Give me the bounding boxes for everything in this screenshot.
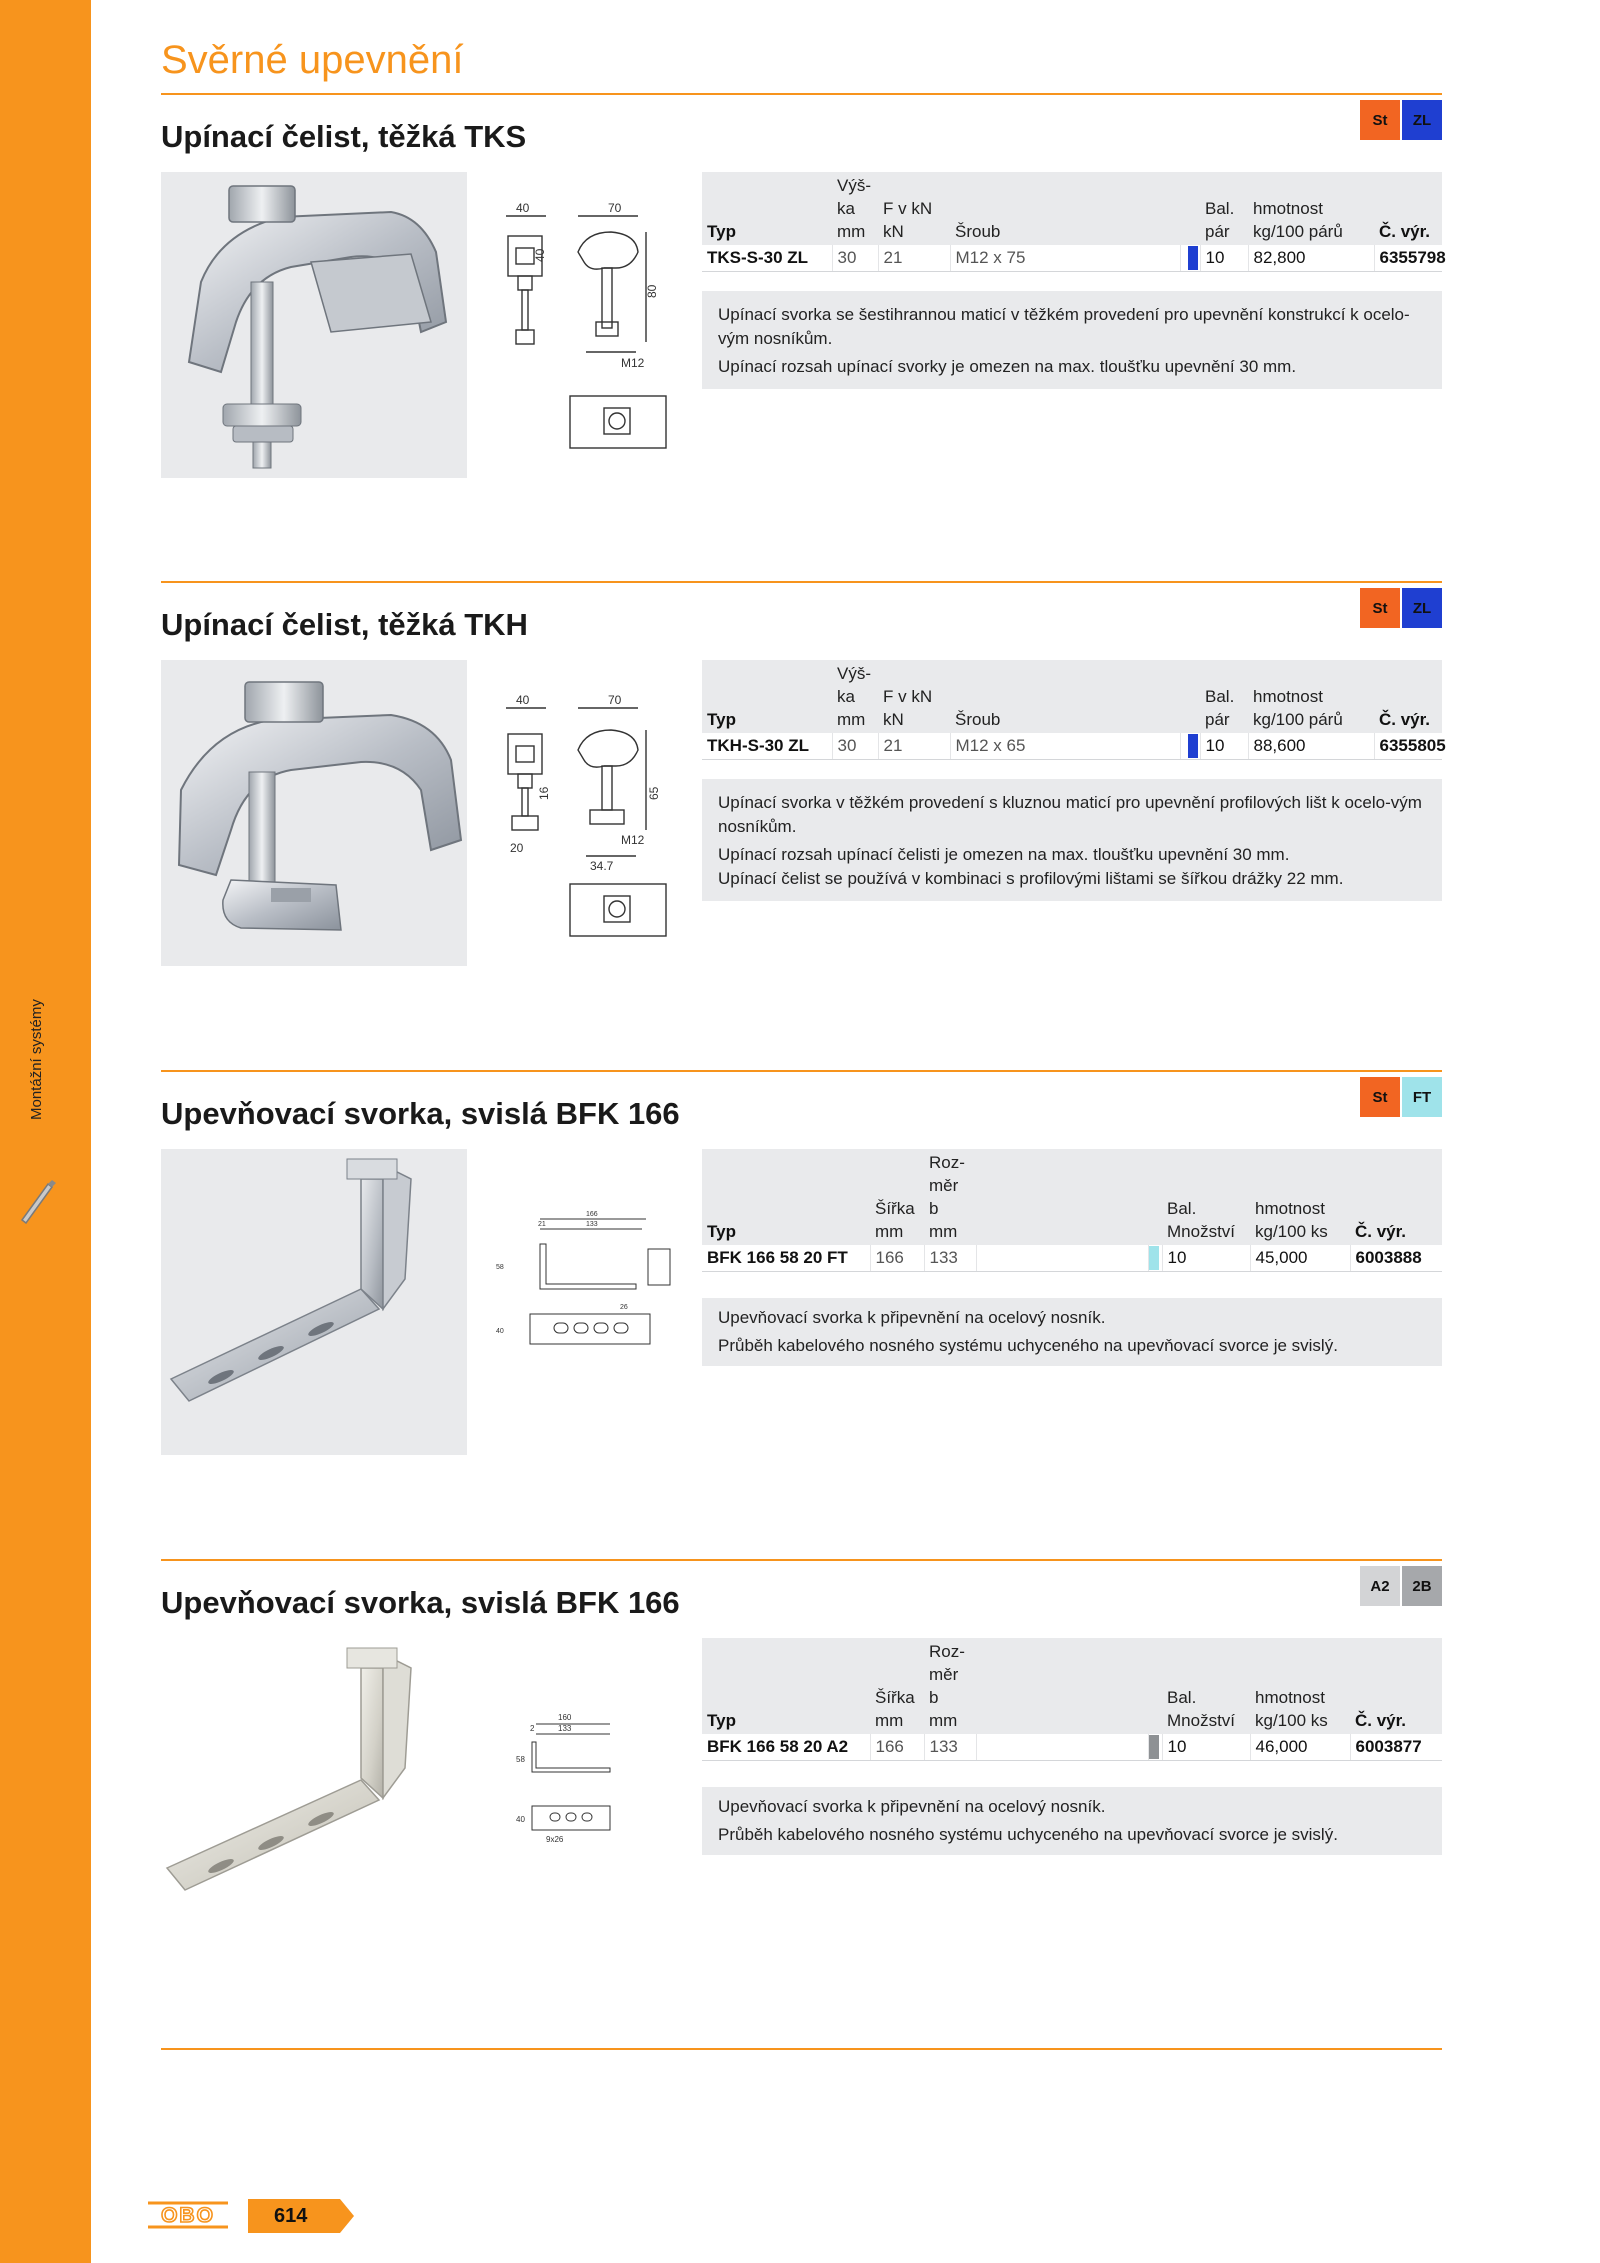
col-header: hmotnost kg/100 ks bbox=[1250, 1149, 1350, 1245]
divider bbox=[161, 2048, 1442, 2050]
cell-vyska: 30 bbox=[832, 733, 878, 760]
badge-finish: ZL bbox=[1402, 588, 1442, 628]
color-marker bbox=[1149, 1246, 1159, 1270]
col-header: Typ bbox=[702, 172, 832, 245]
color-marker bbox=[1188, 734, 1198, 758]
spec-table-wrap bbox=[702, 1638, 1442, 1761]
divider bbox=[161, 1070, 1442, 1072]
col-header: Č. výr. bbox=[1350, 1638, 1442, 1734]
dim-label: M12 bbox=[621, 356, 645, 370]
dim-label: 133 bbox=[558, 1724, 572, 1733]
dim-label: 133 bbox=[586, 1221, 598, 1228]
product-photo bbox=[161, 1149, 467, 1455]
side-label: Montážní systémy bbox=[28, 999, 45, 1120]
cell-weight: 88,600 bbox=[1248, 733, 1374, 760]
dim-label: 26 bbox=[620, 1304, 628, 1311]
badge-finish: 2B bbox=[1402, 1566, 1442, 1606]
description-line: Průběh kabelového nosného systému uchyceného na upevňovací svorce je svislý. bbox=[718, 1336, 1338, 1355]
dim-label: 40 bbox=[496, 1328, 504, 1335]
description-box bbox=[702, 1787, 1442, 1855]
section-title: Upínací čelist, těžká TKH bbox=[161, 607, 528, 642]
col-header: Šířka mm bbox=[870, 1149, 924, 1245]
badge-material: A2 bbox=[1360, 1566, 1400, 1606]
description-line: Upínací svorka v těžkém provedení s kluznou maticí pro upevnění profilových lišt k ocelo-vým nosníkům. bbox=[718, 793, 1422, 836]
col-header: Šroub bbox=[950, 660, 1180, 733]
product-photo bbox=[161, 172, 467, 478]
dim-label: M12 bbox=[621, 833, 645, 847]
spec-table bbox=[702, 1149, 1442, 1272]
spec-table-wrap bbox=[702, 660, 1446, 760]
col-header: Typ bbox=[702, 1149, 870, 1245]
sidebar-bar bbox=[0, 0, 91, 2263]
logo-text: OBO bbox=[161, 2204, 215, 2227]
col-header: Roz- měr b mm bbox=[924, 1149, 976, 1245]
description-line: Upínací rozsah upínací svorky je omezen na max. tloušťku upevnění 30 mm. bbox=[718, 357, 1297, 376]
table-row bbox=[702, 245, 1442, 272]
badge-finish: ZL bbox=[1402, 100, 1442, 140]
col-header: hmotnost kg/100 ks bbox=[1250, 1638, 1350, 1734]
description-line: Upínací svorka se šestihrannou maticí v těžkém provedení pro upevnění konstrukcí k ocelo-vým nosníkům. bbox=[718, 305, 1410, 348]
cell-force: 21 bbox=[878, 245, 950, 272]
dim-label: 166 bbox=[586, 1211, 598, 1218]
page-number: 614 bbox=[274, 2205, 308, 2227]
col-header: Bal. Množství bbox=[1162, 1149, 1250, 1245]
dim-label: 40 bbox=[516, 1815, 525, 1824]
product-photo bbox=[161, 660, 467, 966]
description-line: Průběh kabelového nosného systému uchyceného na upevňovací svorce je svislý. bbox=[718, 1825, 1338, 1844]
spec-table bbox=[702, 660, 1446, 760]
col-header: hmotnost kg/100 párů bbox=[1248, 660, 1374, 733]
product-photo bbox=[161, 1638, 467, 1944]
material-badges bbox=[1360, 1077, 1442, 1117]
cell-pack: 10 bbox=[1200, 733, 1248, 760]
dim-label: 58 bbox=[496, 1264, 504, 1271]
section-title: Upevňovací svorka, svislá BFK 166 bbox=[161, 1585, 680, 1620]
badge-finish: FT bbox=[1402, 1077, 1442, 1117]
badge-material: St bbox=[1360, 100, 1400, 140]
divider bbox=[161, 93, 1442, 95]
description-line: Upevňovací svorka k připevnění na ocelový nosník. bbox=[718, 1797, 1106, 1816]
obo-logo bbox=[148, 2199, 228, 2231]
cell-typ: TKS-S-30 ZL bbox=[702, 245, 832, 272]
cell-dimension: 133 bbox=[924, 1245, 976, 1272]
cell-pack: 10 bbox=[1162, 1245, 1250, 1272]
cell-typ: TKH-S-30 ZL bbox=[702, 733, 832, 760]
dim-label: 9x26 bbox=[546, 1835, 564, 1844]
section-title: Upevňovací svorka, svislá BFK 166 bbox=[161, 1096, 680, 1131]
dim-label: 20 bbox=[510, 841, 524, 855]
dim-label: 40 bbox=[516, 201, 530, 215]
cell-screw: M12 x 75 bbox=[950, 245, 1180, 272]
col-header: hmotnost kg/100 párů bbox=[1248, 172, 1374, 245]
description-box bbox=[702, 291, 1442, 389]
tool-icon bbox=[18, 1178, 58, 1224]
description-box bbox=[702, 779, 1442, 901]
page-number-tab bbox=[248, 2199, 354, 2233]
description-line: Upevňovací svorka k připevnění na ocelový nosník. bbox=[718, 1308, 1106, 1327]
cell-pack: 10 bbox=[1200, 245, 1248, 272]
col-header: Výš- ka mm bbox=[832, 660, 878, 733]
col-header: Bal. pár bbox=[1200, 660, 1248, 733]
cell-typ: BFK 166 58 20 FT bbox=[702, 1245, 870, 1272]
badge-material: St bbox=[1360, 588, 1400, 628]
col-header: F v kN kN bbox=[878, 172, 950, 245]
dim-label: 70 bbox=[608, 201, 622, 215]
color-marker bbox=[1149, 1735, 1159, 1759]
cell-typ: BFK 166 58 20 A2 bbox=[702, 1734, 870, 1761]
cell-width: 166 bbox=[870, 1245, 924, 1272]
description-box bbox=[702, 1298, 1442, 1366]
description-line: Upínací rozsah upínací čelisti je omezen na max. tloušťku upevnění 30 mm. bbox=[718, 845, 1290, 864]
dim-label: 58 bbox=[516, 1755, 525, 1764]
dim-label: 34.7 bbox=[590, 859, 614, 873]
cell-vyska: 30 bbox=[832, 245, 878, 272]
material-badges bbox=[1360, 1566, 1442, 1606]
dim-label: 2 bbox=[530, 1724, 535, 1733]
table-row bbox=[702, 1245, 1442, 1272]
color-marker bbox=[1188, 246, 1198, 270]
dim-label: 65 bbox=[647, 786, 661, 800]
divider bbox=[161, 1559, 1442, 1561]
divider bbox=[161, 581, 1442, 583]
col-header: Č. výr. bbox=[1374, 660, 1442, 733]
table-row bbox=[702, 733, 1442, 760]
cell-article: 6355805 bbox=[1374, 733, 1442, 760]
dim-label: 40 bbox=[533, 248, 547, 262]
col-header: Bal. pár bbox=[1200, 172, 1248, 245]
col-header: F v kN kN bbox=[878, 660, 950, 733]
cell-force: 21 bbox=[878, 733, 950, 760]
col-header: Výš- ka mm bbox=[832, 172, 878, 245]
col-header: Šroub bbox=[950, 172, 1180, 245]
col-header: Č. výr. bbox=[1374, 172, 1442, 245]
cell-weight: 46,000 bbox=[1250, 1734, 1350, 1761]
spec-table-wrap bbox=[702, 172, 1446, 272]
col-header: Roz- měr b mm bbox=[924, 1638, 976, 1734]
cell-article: 6355798 bbox=[1374, 245, 1442, 272]
cell-article: 6003888 bbox=[1350, 1245, 1442, 1272]
dim-label: 160 bbox=[558, 1713, 572, 1722]
dim-label: 70 bbox=[608, 693, 622, 707]
dim-label: 40 bbox=[516, 693, 530, 707]
dim-label: 21 bbox=[538, 1221, 546, 1228]
col-header: Bal. Množství bbox=[1162, 1638, 1250, 1734]
spec-table bbox=[702, 172, 1446, 272]
page-title: Svěrné upevnění bbox=[161, 38, 464, 82]
dim-label: 16 bbox=[537, 786, 551, 800]
col-header: Typ bbox=[702, 660, 832, 733]
col-header: Č. výr. bbox=[1350, 1149, 1442, 1245]
material-badges bbox=[1360, 588, 1442, 628]
cell-width: 166 bbox=[870, 1734, 924, 1761]
cell-weight: 82,800 bbox=[1248, 245, 1374, 272]
col-header: Typ bbox=[702, 1638, 870, 1734]
spec-table bbox=[702, 1638, 1442, 1761]
cell-weight: 45,000 bbox=[1250, 1245, 1350, 1272]
dim-label: 80 bbox=[645, 284, 659, 298]
section-title: Upínací čelist, těžká TKS bbox=[161, 119, 527, 154]
material-badges bbox=[1360, 100, 1442, 140]
spec-table-wrap bbox=[702, 1149, 1442, 1272]
cell-screw: M12 x 65 bbox=[950, 733, 1180, 760]
col-header: Šířka mm bbox=[870, 1638, 924, 1734]
badge-material: St bbox=[1360, 1077, 1400, 1117]
cell-article: 6003877 bbox=[1350, 1734, 1442, 1761]
cell-dimension: 133 bbox=[924, 1734, 976, 1761]
table-row bbox=[702, 1734, 1442, 1761]
description-line: Upínací čelist se používá v kombinaci s profilovými lištami se šířkou drážky 22 mm. bbox=[718, 869, 1344, 888]
cell-pack: 10 bbox=[1162, 1734, 1250, 1761]
